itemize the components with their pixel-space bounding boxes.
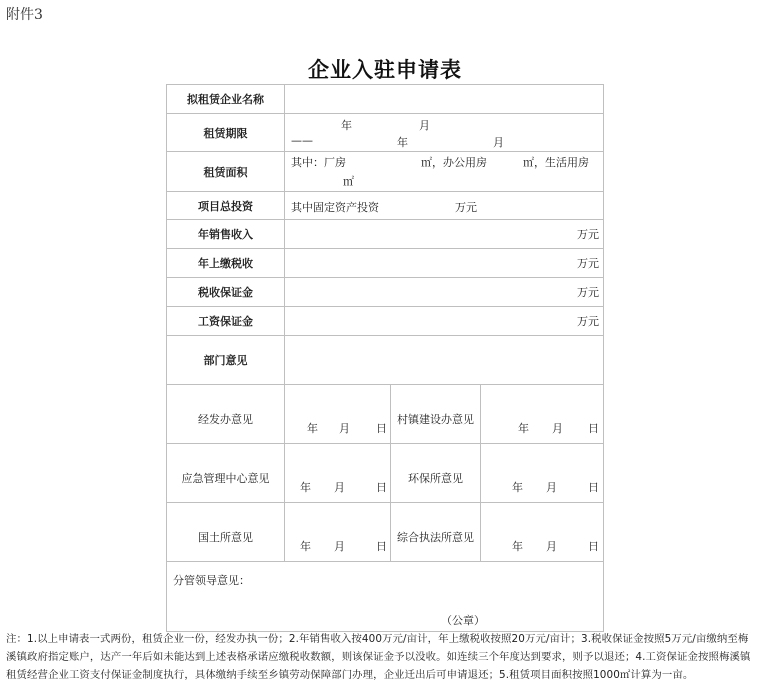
row-opinions-1 [167, 385, 604, 444]
date-month: 月 [334, 481, 345, 494]
village-construction-date[interactable] [481, 385, 604, 444]
lease-area-label: 租赁面积 [167, 152, 285, 192]
emergency-center-cell[interactable] [167, 444, 285, 503]
application-form-table [166, 84, 604, 632]
fixed-asset-text: 其中固定资产投资 [291, 201, 379, 214]
row-opinions-3 [167, 503, 604, 562]
wage-deposit-label: 工资保证金 [167, 307, 285, 336]
environment-cell[interactable] [391, 444, 481, 503]
row-annual-tax [167, 249, 604, 278]
row-wage-deposit [167, 307, 604, 336]
emergency-center-label: 应急管理中心意见 [181, 472, 270, 485]
area-office-text: ㎡，办公用房 [421, 156, 487, 169]
lease-end-month: 月 [493, 136, 504, 149]
tax-deposit-field[interactable] [285, 278, 604, 307]
date-day: 日 [376, 422, 387, 435]
dept-opinion-label: 部门意见 [167, 336, 285, 385]
economic-office-cell[interactable] [167, 385, 285, 444]
leader-opinion-label: 分管领导意见： [173, 574, 250, 587]
lease-period-label: 租赁期限 [167, 114, 285, 152]
row-annual-sales [167, 220, 604, 249]
law-enforcement-cell[interactable] [391, 503, 481, 562]
annual-tax-field[interactable] [285, 249, 604, 278]
tax-deposit-label: 税收保证金 [167, 278, 285, 307]
area-factory-text: 其中：厂房 [291, 156, 346, 169]
row-company-name [167, 85, 604, 114]
row-opinions-2 [167, 444, 604, 503]
footnote-line-3: 租赁经营企业工资支付保证金制度执行，具体缴纳手续至乡镇劳动保障部门办理，企业迁出后可申请退还；5.租赁项目面积按照1000㎡计算为一亩。 [6, 669, 694, 681]
row-lease-area [167, 152, 604, 192]
row-tax-deposit [167, 278, 604, 307]
annual-sales-field[interactable] [285, 220, 604, 249]
date-day: 日 [588, 540, 599, 553]
area-living-text: ㎡，生活用房 [523, 156, 589, 169]
total-investment-label: 项目总投资 [167, 192, 285, 220]
emergency-center-date[interactable] [285, 444, 391, 503]
lease-start-month: 月 [419, 119, 430, 132]
annual-tax-label: 年上缴税收 [167, 249, 285, 278]
wage-deposit-field[interactable] [285, 307, 604, 336]
law-enforcement-label: 综合执法所意见 [397, 531, 474, 544]
row-total-investment [167, 192, 604, 220]
village-construction-label: 村镇建设办意见 [397, 413, 474, 426]
land-office-cell[interactable] [167, 503, 285, 562]
environment-label: 环保所意见 [408, 472, 463, 485]
footnote-line-2: 溪镇政府指定账户，达产一年后如未能达到上述表格承诺应缴税收数额，则该保证金予以没收。如连续三个年度达到要求，则予以退还；4.工资保证金按照梅溪镇 [6, 651, 751, 663]
economic-office-date[interactable] [285, 385, 391, 444]
date-day: 日 [588, 481, 599, 494]
date-year: 年 [512, 540, 523, 553]
attachment-label: 附件3 [6, 7, 43, 23]
form-title: 企业入驻申请表 [308, 58, 462, 82]
land-office-label: 国土所意见 [198, 531, 253, 544]
lease-period-field[interactable] [285, 114, 604, 152]
official-seal-label: （公章） [441, 614, 485, 627]
row-leader-opinion [167, 562, 604, 632]
dept-opinion-field[interactable] [285, 336, 604, 385]
footnotes [6, 630, 758, 684]
total-investment-field[interactable] [285, 192, 604, 220]
law-enforcement-date[interactable] [481, 503, 604, 562]
footnote-line-1: 注：1.以上申请表一式两份，租赁企业一份，经发办执一份；2.年销售收入按400万元/亩计，年上缴税收按照20万元/亩计；3.税收保证金按照5万元/亩缴纳至梅 [6, 633, 749, 645]
row-lease-period [167, 114, 604, 152]
lease-start-year: 年 [341, 119, 352, 132]
company-name-field[interactable] [285, 85, 604, 114]
date-year: 年 [518, 422, 529, 435]
environment-date[interactable] [481, 444, 604, 503]
date-year: 年 [300, 481, 311, 494]
date-month: 月 [339, 422, 350, 435]
economic-office-label: 经发办意见 [198, 413, 253, 426]
date-year: 年 [307, 422, 318, 435]
date-year: 年 [300, 540, 311, 553]
company-name-label: 拟租赁企业名称 [167, 85, 285, 114]
lease-dash: —— [291, 134, 313, 147]
fixed-asset-unit: 万元 [455, 201, 477, 214]
date-month: 月 [546, 481, 557, 494]
annual-sales-label: 年销售收入 [167, 220, 285, 249]
date-day: 日 [376, 481, 387, 494]
date-day: 日 [376, 540, 387, 553]
area-unit-text: ㎡ [343, 175, 354, 188]
village-construction-cell[interactable] [391, 385, 481, 444]
wage-deposit-unit: 万元 [577, 315, 599, 328]
date-month: 月 [334, 540, 345, 553]
date-month: 月 [552, 422, 563, 435]
annual-sales-unit: 万元 [577, 228, 599, 241]
leader-opinion-field[interactable] [167, 562, 604, 632]
row-dept-opinion [167, 336, 604, 385]
tax-deposit-unit: 万元 [577, 286, 599, 299]
date-month: 月 [546, 540, 557, 553]
date-year: 年 [512, 481, 523, 494]
date-day: 日 [588, 422, 599, 435]
lease-area-field[interactable] [285, 152, 604, 192]
lease-end-year: 年 [397, 136, 408, 149]
land-office-date[interactable] [285, 503, 391, 562]
annual-tax-unit: 万元 [577, 257, 599, 270]
